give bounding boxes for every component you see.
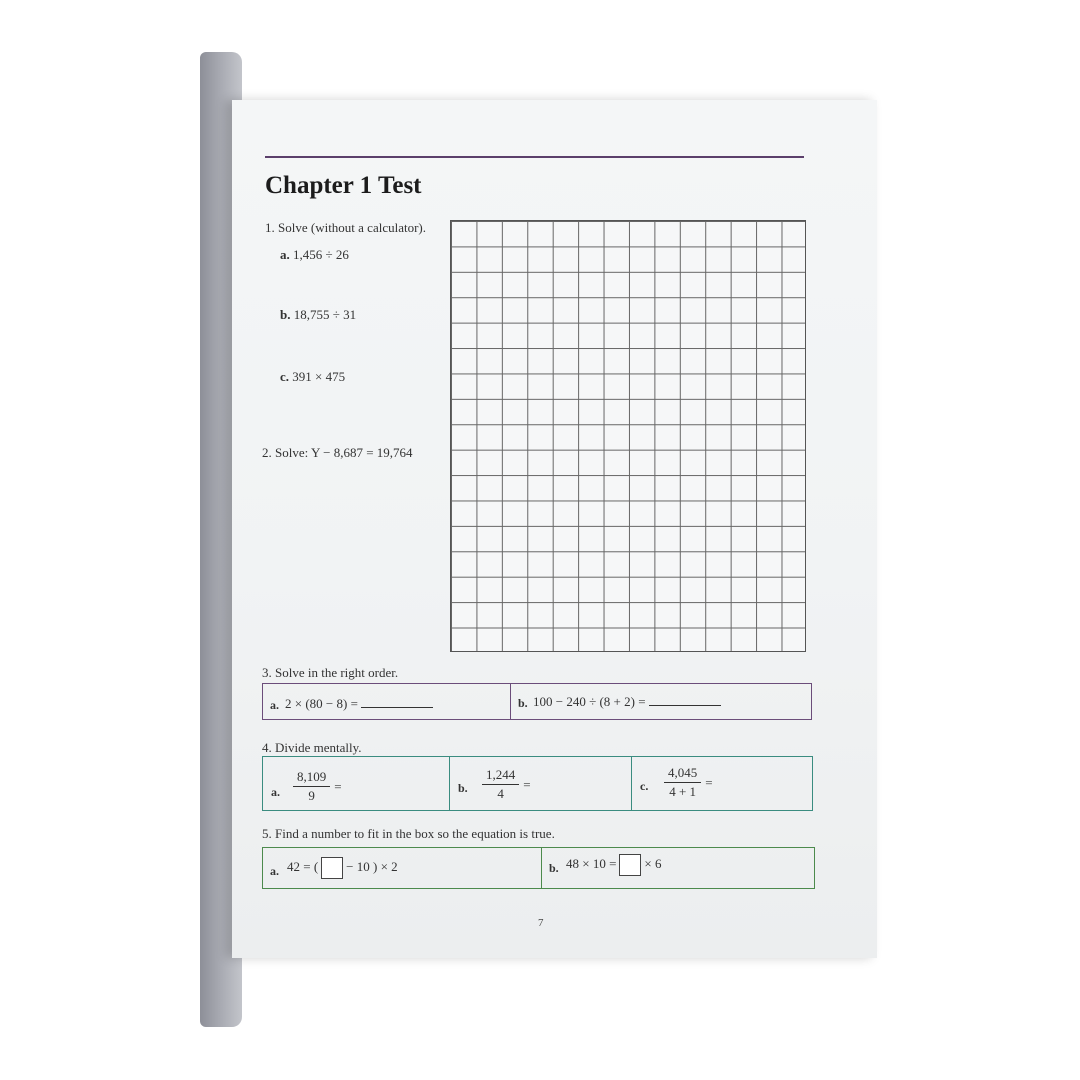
q3-answer-row	[262, 683, 812, 720]
q5b-pre: 48 × 10 =	[566, 855, 617, 871]
q4a-equals: =	[334, 778, 342, 794]
q4c-cell[interactable]	[631, 757, 812, 810]
q5-prompt: 5. Find a number to fit in the box so the equation is true.	[262, 826, 555, 841]
q1c-expr: 391 × 475	[292, 369, 346, 384]
work-grid[interactable]	[450, 220, 806, 652]
q1b	[280, 307, 356, 323]
q4b-fraction	[482, 767, 531, 802]
q5-answer-row	[262, 847, 815, 889]
q4c-denominator: 4 + 1	[669, 784, 697, 799]
q5a-answer-box[interactable]	[321, 857, 343, 879]
q3-prompt: 3. Solve in the right order.	[262, 665, 399, 680]
q4a-cell[interactable]	[263, 757, 449, 810]
q4c-label: c.	[640, 779, 649, 793]
q3a-expr: 2 × (80 − 8) =	[285, 696, 358, 711]
q3b-label: b.	[518, 696, 528, 710]
q2-prompt: 2. Solve: Y − 8,687 = 19,764	[262, 445, 413, 460]
q4c-equals: =	[705, 774, 713, 790]
q4b-numerator: 1,244	[482, 767, 519, 785]
q1a-expr: 1,456 ÷ 26	[293, 247, 349, 262]
q5a-pre: 42 = (	[287, 858, 319, 874]
q3a-label: a.	[270, 698, 279, 712]
q1-prompt: 1. Solve (without a calculator).	[265, 220, 427, 235]
q3b-answer-blank[interactable]	[649, 695, 721, 706]
q4b-denominator: 4	[497, 786, 504, 801]
q4c-numerator: 4,045	[664, 765, 701, 783]
q1a	[280, 247, 349, 263]
q1b-label: b.	[280, 307, 291, 322]
q4a-numerator: 8,109	[293, 769, 330, 787]
page-number: 7	[538, 917, 544, 929]
q4b-cell[interactable]	[449, 757, 631, 810]
q4a-fraction	[293, 769, 342, 804]
q1b-expr: 18,755 ÷ 31	[293, 307, 357, 322]
q1c-label: c.	[280, 369, 290, 384]
q4c-fraction	[664, 765, 713, 800]
q4-answer-row	[262, 756, 813, 811]
q5b-post: × 6	[644, 855, 662, 871]
q3b-cell[interactable]	[510, 684, 811, 719]
q4-prompt: 4. Divide mentally.	[262, 740, 362, 755]
q4a-label: a.	[271, 785, 280, 799]
q4b-equals: =	[523, 776, 531, 792]
q5a-label: a.	[270, 864, 279, 878]
page-title: Chapter 1 Test	[265, 172, 422, 199]
q5a-post: − 10 ) × 2	[346, 858, 398, 874]
q5b-answer-box[interactable]	[619, 854, 641, 876]
q3b-expr: 100 − 240 ÷ (8 + 2) =	[533, 694, 646, 709]
q5b-cell[interactable]	[541, 848, 814, 888]
q5a-cell[interactable]	[263, 848, 541, 888]
q1a-label: a.	[280, 247, 290, 262]
q5b-label: b.	[549, 861, 559, 875]
q4a-denominator: 9	[308, 788, 315, 803]
header-rule	[265, 156, 804, 158]
q3a-answer-blank[interactable]	[361, 697, 433, 708]
q3a-cell[interactable]	[263, 684, 510, 719]
worksheet-page	[232, 100, 877, 958]
q4b-label: b.	[458, 781, 468, 795]
q1c	[280, 369, 345, 385]
